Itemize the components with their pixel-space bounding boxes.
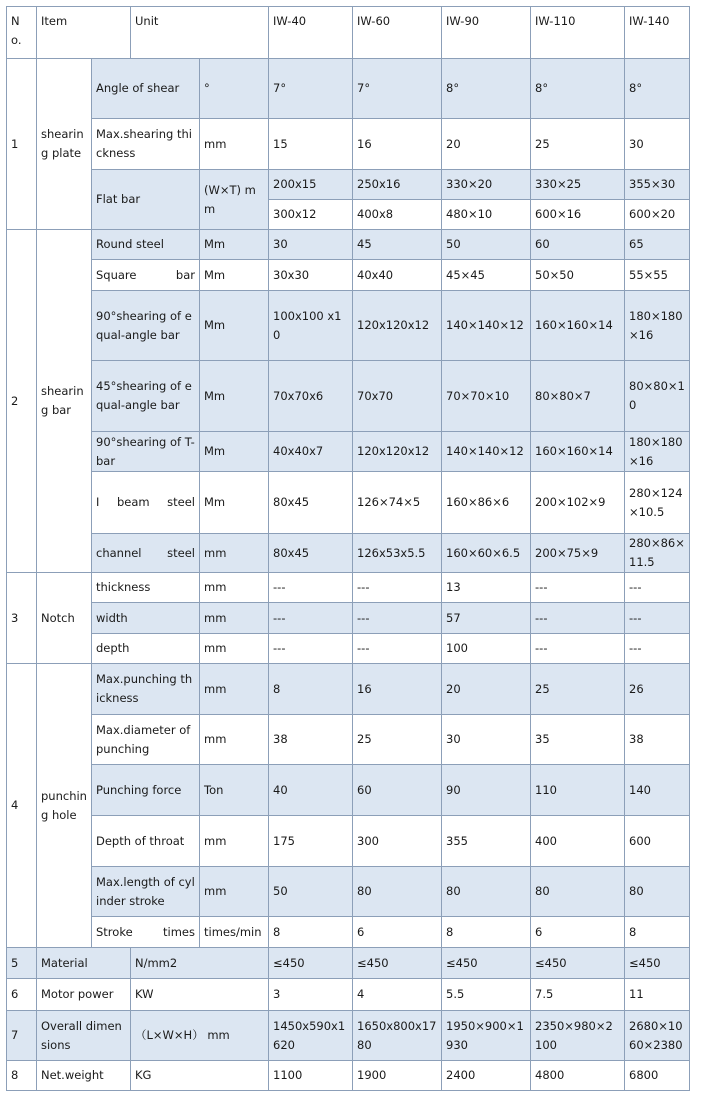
row-value: 8° (625, 59, 690, 119)
row-value: ≤450 (353, 948, 442, 979)
row-label: Square bar (92, 260, 200, 291)
row-value: 1950×900×1930 (442, 1011, 531, 1061)
row-unit: N/mm2 (131, 948, 269, 979)
row-value: 70x70x6 (269, 361, 353, 432)
spec-row (7, 472, 690, 534)
row-value: 20 (442, 664, 531, 715)
row-value: 120x120x12 (353, 432, 442, 472)
row-label: depth (92, 634, 200, 664)
row-unit: times/min (200, 917, 269, 948)
row-value: 13 (442, 573, 531, 603)
spec-row (7, 432, 690, 472)
row-value: 60 (353, 765, 442, 816)
spec-row (7, 260, 690, 291)
row-value: 7° (353, 59, 442, 119)
row-value: 65 (625, 230, 690, 260)
section-number: 1 (7, 59, 37, 230)
row-value: 80 (531, 867, 625, 917)
row-value: 45×45 (442, 260, 531, 291)
row-value: ≤450 (442, 948, 531, 979)
spec-row (7, 1061, 690, 1091)
row-value: 40x40x7 (269, 432, 353, 472)
section-name: Notch (37, 573, 92, 664)
header-item: Item (37, 7, 131, 59)
row-value: 160×60×6.5 (442, 534, 531, 573)
row-value: --- (353, 634, 442, 664)
row-label: I beam steel (92, 472, 200, 534)
spec-row (7, 361, 690, 432)
row-value: --- (531, 634, 625, 664)
row-value: 2400 (442, 1061, 531, 1091)
row-value: 160×86×6 (442, 472, 531, 534)
row-value: 330×20 (442, 170, 531, 200)
row-unit: (W×T) mm (200, 170, 269, 230)
row-value: 30 (269, 230, 353, 260)
section-name: shearing bar (37, 230, 92, 573)
row-value: 26 (625, 664, 690, 715)
row-value: 2680×1060×2380 (625, 1011, 690, 1061)
row-label: Stroke times (92, 917, 200, 948)
row-value: 70×70×10 (442, 361, 531, 432)
row-unit: mm (200, 867, 269, 917)
row-unit: Mm (200, 260, 269, 291)
header-model: IW-40 (269, 7, 353, 59)
row-value: 8 (442, 917, 531, 948)
row-unit: （L×W×H） mm (131, 1011, 269, 1061)
row-value: 1900 (353, 1061, 442, 1091)
header-model: IW-60 (353, 7, 442, 59)
row-value: 1100 (269, 1061, 353, 1091)
row-label: Material (37, 948, 131, 979)
row-value: 600×20 (625, 200, 690, 230)
row-unit: ° (200, 59, 269, 119)
row-label: channel steel (92, 534, 200, 573)
row-value: 57 (442, 603, 531, 634)
header-no: N o. (7, 7, 37, 59)
row-value: 600 (625, 816, 690, 867)
row-value: 140 (625, 765, 690, 816)
row-value: 120x120x12 (353, 291, 442, 361)
header-unit: Unit (131, 7, 269, 59)
section-number: 3 (7, 573, 37, 664)
row-value: 80x45 (269, 534, 353, 573)
row-unit: mm (200, 715, 269, 765)
row-value: 160×160×14 (531, 432, 625, 472)
row-label: Angle of shear (92, 59, 200, 119)
row-value: 300x12 (269, 200, 353, 230)
row-label: width (92, 603, 200, 634)
row-value: 400 (531, 816, 625, 867)
section-number: 8 (7, 1061, 37, 1091)
row-value: 35 (531, 715, 625, 765)
spec-row (7, 867, 690, 917)
section-number: 2 (7, 230, 37, 573)
row-value: 140×140×12 (442, 291, 531, 361)
row-unit: mm (200, 573, 269, 603)
row-value: 400x8 (353, 200, 442, 230)
row-label: Max.shearing thickness (92, 119, 200, 170)
row-label: Max.length of cylinder stroke (92, 867, 200, 917)
row-value: 280×86×11.5 (625, 534, 690, 573)
spec-row (7, 948, 690, 979)
row-value: 25 (531, 664, 625, 715)
row-unit: Mm (200, 472, 269, 534)
row-value: 200x15 (269, 170, 353, 200)
row-value: 126x53x5.5 (353, 534, 442, 573)
row-value: 45 (353, 230, 442, 260)
row-value: --- (353, 603, 442, 634)
spec-row (7, 534, 690, 573)
spec-row (7, 979, 690, 1011)
row-value: 60 (531, 230, 625, 260)
spec-row (7, 715, 690, 765)
row-value: 80×80×10 (625, 361, 690, 432)
spec-row (7, 59, 690, 119)
row-value: 90 (442, 765, 531, 816)
row-value: 7.5 (531, 979, 625, 1011)
row-unit: Mm (200, 291, 269, 361)
row-value: 16 (353, 664, 442, 715)
spec-table (6, 6, 690, 1091)
row-value: 50×50 (531, 260, 625, 291)
row-value: --- (531, 603, 625, 634)
spec-row (7, 917, 690, 948)
row-value: 126×74×5 (353, 472, 442, 534)
row-value: 40 (269, 765, 353, 816)
row-value: 80×80×7 (531, 361, 625, 432)
row-value: 55×55 (625, 260, 690, 291)
row-label: Depth of throat (92, 816, 200, 867)
row-value: 16 (353, 119, 442, 170)
row-value: 80 (625, 867, 690, 917)
row-value: 6 (531, 917, 625, 948)
section-number: 4 (7, 664, 37, 948)
row-value: --- (269, 634, 353, 664)
row-value: 38 (269, 715, 353, 765)
row-label: 90°shearing of T-bar (92, 432, 200, 472)
row-value: 11 (625, 979, 690, 1011)
row-value: 160×160×14 (531, 291, 625, 361)
row-value: ≤450 (269, 948, 353, 979)
row-value: 6800 (625, 1061, 690, 1091)
row-unit: mm (200, 816, 269, 867)
row-value: --- (625, 603, 690, 634)
row-value: 300 (353, 816, 442, 867)
row-unit: mm (200, 534, 269, 573)
section-name: shearing plate (37, 59, 92, 230)
row-value: 180×180×16 (625, 291, 690, 361)
row-value: 140×140×12 (442, 432, 531, 472)
header-model: IW-140 (625, 7, 690, 59)
row-value: --- (531, 573, 625, 603)
row-value: 175 (269, 816, 353, 867)
header-model: IW-90 (442, 7, 531, 59)
row-value: 6 (353, 917, 442, 948)
row-value: 40x40 (353, 260, 442, 291)
row-value: 80 (442, 867, 531, 917)
row-value: 30 (442, 715, 531, 765)
row-value: 1650x800x1780 (353, 1011, 442, 1061)
row-value: 80x45 (269, 472, 353, 534)
row-unit: Ton (200, 765, 269, 816)
section-number: 5 (7, 948, 37, 979)
row-label: Punching force (92, 765, 200, 816)
row-unit: KG (131, 1061, 269, 1091)
row-value: 8 (625, 917, 690, 948)
row-value: 200×102×9 (531, 472, 625, 534)
row-value: 4 (353, 979, 442, 1011)
row-value: 8° (442, 59, 531, 119)
row-value: 250x16 (353, 170, 442, 200)
row-unit: mm (200, 603, 269, 634)
spec-row (7, 634, 690, 664)
row-unit: mm (200, 634, 269, 664)
row-value: 355×30 (625, 170, 690, 200)
row-value: 110 (531, 765, 625, 816)
row-value: 30 (625, 119, 690, 170)
spec-row (7, 291, 690, 361)
row-value: 25 (531, 119, 625, 170)
spec-row (7, 1011, 690, 1061)
section-number: 7 (7, 1011, 37, 1061)
row-label: Net.weight (37, 1061, 131, 1091)
spec-row (7, 765, 690, 816)
row-unit: Mm (200, 432, 269, 472)
row-unit: mm (200, 119, 269, 170)
row-value: 5.5 (442, 979, 531, 1011)
row-unit: mm (200, 664, 269, 715)
spec-row (7, 170, 690, 200)
row-label: Overall dimensions (37, 1011, 131, 1061)
row-value: 4800 (531, 1061, 625, 1091)
row-value: 280×124×10.5 (625, 472, 690, 534)
row-value: --- (625, 634, 690, 664)
section-name: punching hole (37, 664, 92, 948)
row-value: 70x70 (353, 361, 442, 432)
row-value: ≤450 (625, 948, 690, 979)
row-value: --- (353, 573, 442, 603)
row-value: 15 (269, 119, 353, 170)
row-value: 80 (353, 867, 442, 917)
row-value: 8° (531, 59, 625, 119)
row-value: 8 (269, 664, 353, 715)
spec-row (7, 664, 690, 715)
row-label: Flat bar (92, 170, 200, 230)
row-value: 38 (625, 715, 690, 765)
row-value: 50 (442, 230, 531, 260)
row-unit: Mm (200, 361, 269, 432)
row-value: 30x30 (269, 260, 353, 291)
row-value: --- (269, 603, 353, 634)
row-value: 7° (269, 59, 353, 119)
row-label: Motor power (37, 979, 131, 1011)
row-value: 180×180×16 (625, 432, 690, 472)
row-value: 355 (442, 816, 531, 867)
row-label: Max.diameter of punching (92, 715, 200, 765)
row-value: 330×25 (531, 170, 625, 200)
row-value: --- (269, 573, 353, 603)
row-value: ≤450 (531, 948, 625, 979)
row-value: 8 (269, 917, 353, 948)
section-number: 6 (7, 979, 37, 1011)
row-value: 50 (269, 867, 353, 917)
row-label: Round steel (92, 230, 200, 260)
row-value: --- (625, 573, 690, 603)
row-value: 20 (442, 119, 531, 170)
row-unit: Mm (200, 230, 269, 260)
spec-row (7, 573, 690, 603)
row-value: 100x100 x10 (269, 291, 353, 361)
header-model: IW-110 (531, 7, 625, 59)
row-value: 2350×980×2100 (531, 1011, 625, 1061)
spec-row (7, 230, 690, 260)
spec-row (7, 119, 690, 170)
row-value: 3 (269, 979, 353, 1011)
row-unit: KW (131, 979, 269, 1011)
row-value: 600×16 (531, 200, 625, 230)
row-value: 100 (442, 634, 531, 664)
row-label: 90°shearing of equal-angle bar (92, 291, 200, 361)
row-value: 25 (353, 715, 442, 765)
row-label: Max.punching thickness (92, 664, 200, 715)
row-value: 480×10 (442, 200, 531, 230)
row-value: 200×75×9 (531, 534, 625, 573)
row-value: 1450x590x1620 (269, 1011, 353, 1061)
header-row (7, 7, 690, 59)
row-label: thickness (92, 573, 200, 603)
spec-row (7, 603, 690, 634)
spec-row (7, 816, 690, 867)
row-label: 45°shearing of equal-angle bar (92, 361, 200, 432)
